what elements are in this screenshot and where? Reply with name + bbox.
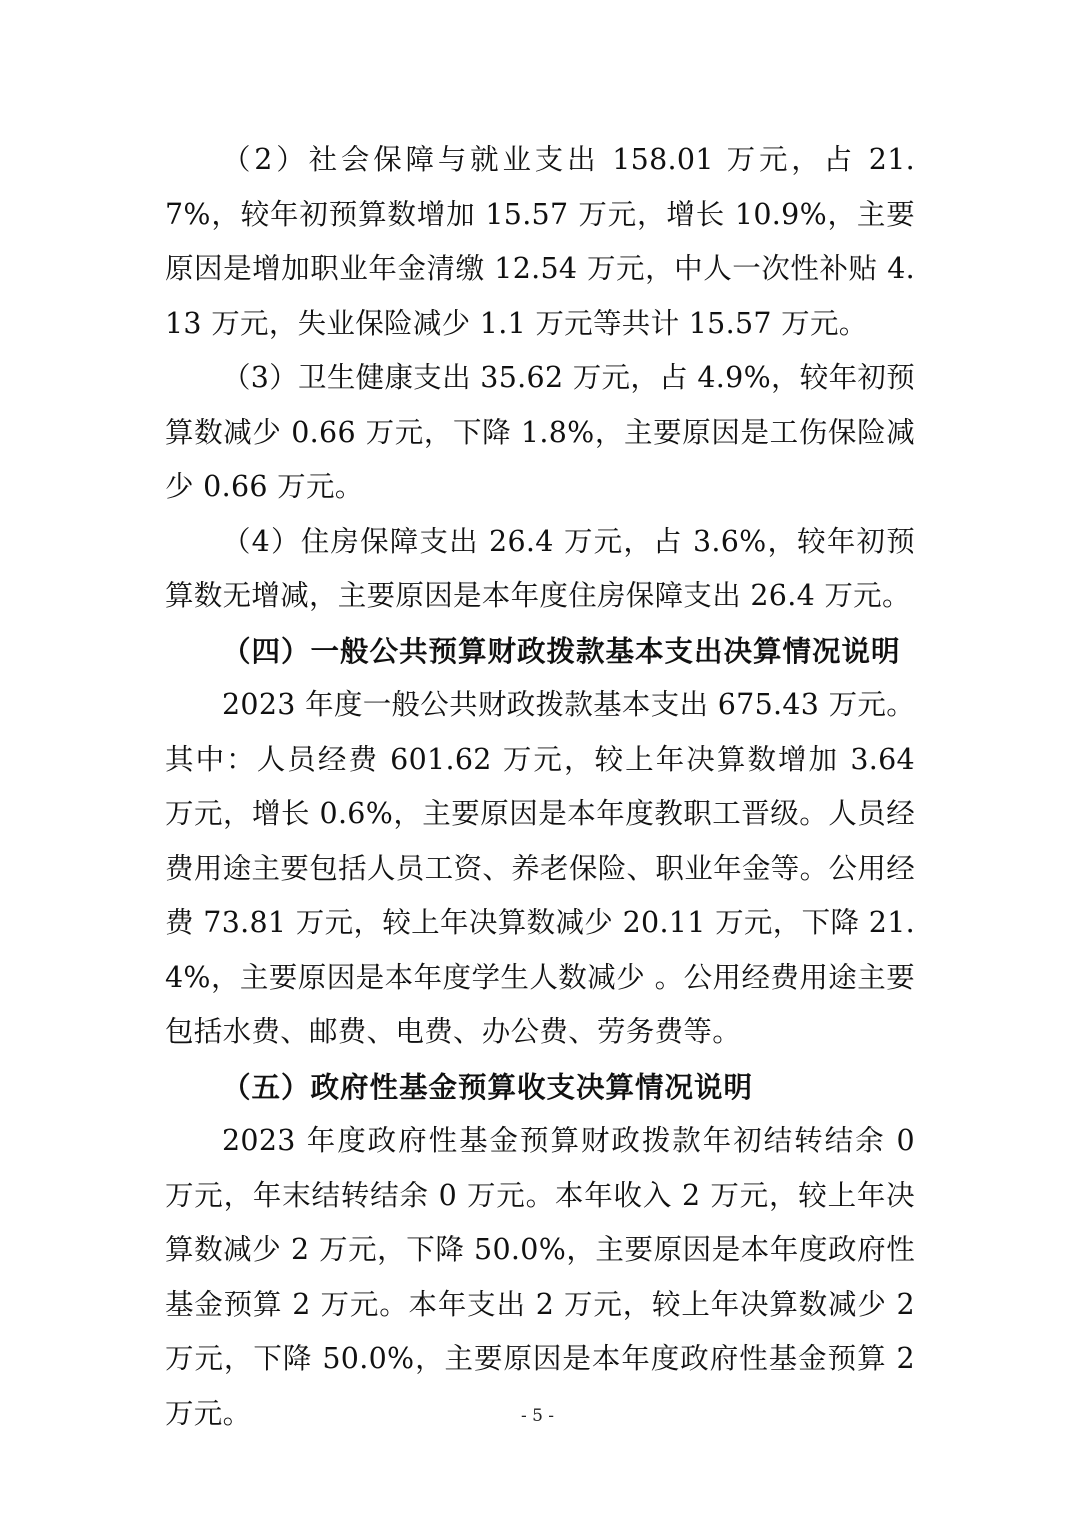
document-body	[165, 133, 915, 1441]
paragraph-health: （3）卫生健康支出 35.62 万元，占 4.9%，较年初预算数减少 0.66 万元，下降 1.8%，主要原因是工伤保险减少 0.66 万元。	[165, 361, 915, 503]
page-number: - 5 -	[520, 1406, 555, 1426]
section-heading-basic-expenditure: （四）一般公共预算财政拨款基本支出决算情况说明	[222, 633, 901, 668]
paragraph-housing: （4）住房保障支出 26.4 万元，占 3.6%，较年初预算数无增减，主要原因是本年度住房保障支出 26.4 万元。	[165, 524, 915, 612]
paragraph-basic-expenditure: 2023 年度一般公共财政拨款基本支出 675.43 万元。其中：人员经费 601.62 万元，较上年决算数增加 3.64 万元，增长 0.6%，主要原因是本年度教职工晋级。人员经费用途主要包括人员工资、养老保险、职业年金等。公用经费 73.81 万元，较上年决算数减少 20.11 万元，下降 21.4%，主要原因是本年度学生人数减少 。公用经费用途主要包括水费、邮费、电费、办公费、劳务费等。	[165, 688, 915, 1048]
paragraph-social-security: （2）社会保障与就业支出 158.01 万元，占 21.7%，较年初预算数增加 15.57 万元，增长 10.9%，主要原因是增加职业年金清缴 12.54 万元，中人一次性补贴 4.13 万元，失业保险减少 1.1 万元等共计 15.57 万元。	[165, 143, 915, 340]
section-heading-government-fund: （五）政府性基金预算收支决算情况说明	[222, 1069, 754, 1104]
paragraph-government-fund: 2023 年度政府性基金预算财政拨款年初结转结余 0 万元，年末结转结余 0 万元。本年收入 2 万元，较上年决算数减少 2 万元，下降 50.0%，主要原因是本年度政府性基金预算 2 万元。本年支出 2 万元，较上年决算数减少 2 万元，下降 50.0%，主要原因是本年度政府性基金预算 2 万元。	[165, 1124, 915, 1430]
